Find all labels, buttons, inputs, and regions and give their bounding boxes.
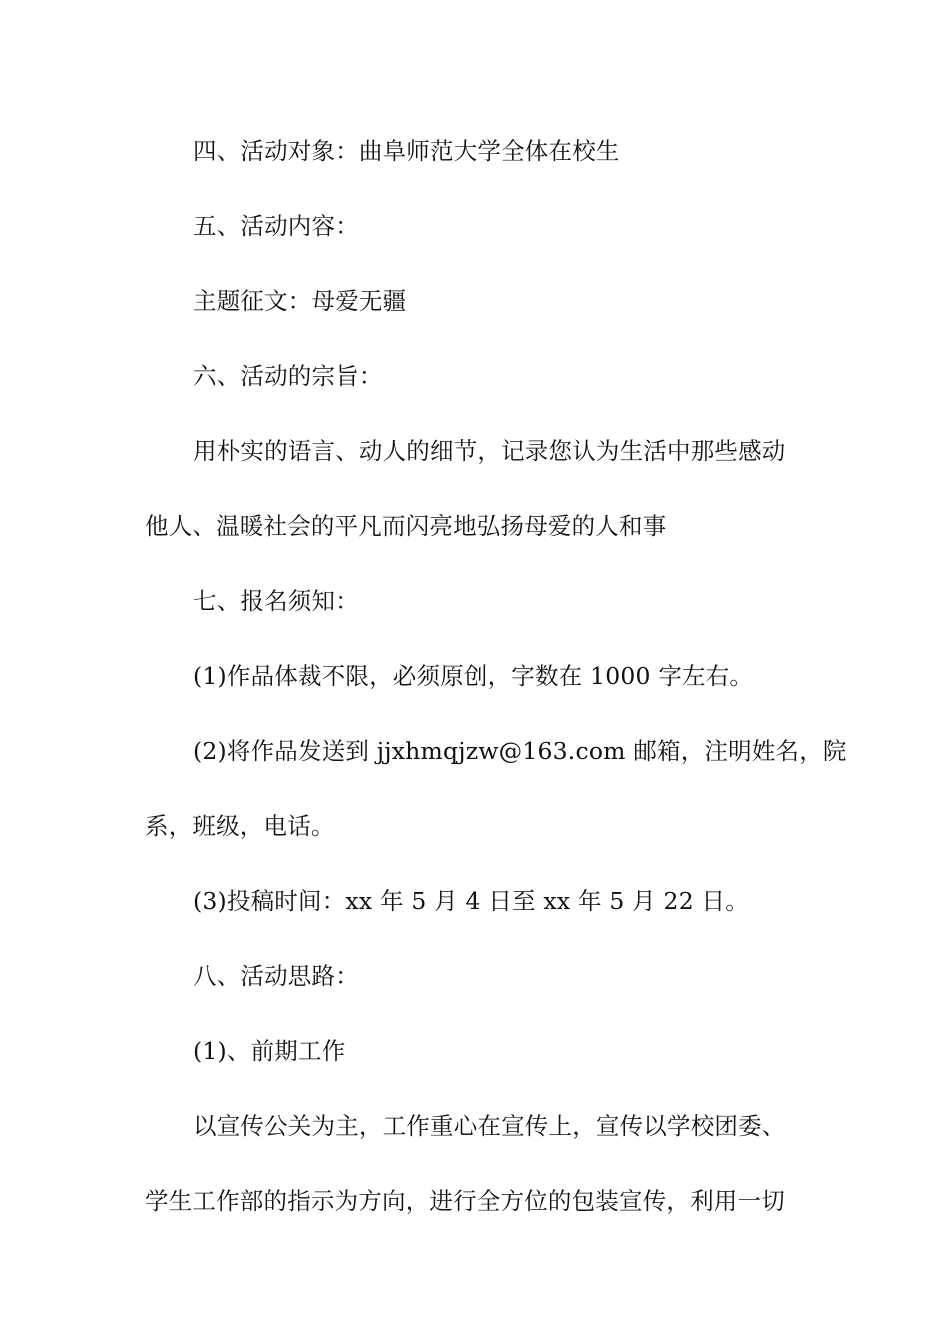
phase-1-paragraph-line-2: 学生工作部的指示为方向，进行全方位的包装宣传，利用一切: [145, 1187, 785, 1215]
phase-1-paragraph-line-1: 以宣传公关为主，工作重心在宣传上，宣传以学校团委、: [193, 1112, 786, 1140]
section-8-heading: 八、活动思路：: [193, 962, 359, 990]
notice-item-2-line-1: (2)将作品发送到 jjxhmqjzw@163.com 邮箱，注明姓名，院: [193, 737, 847, 765]
section-4-target-audience: 四、活动对象：曲阜师范大学全体在校生: [193, 137, 620, 165]
notice-item-2-line-2: 系，班级，电话。: [145, 812, 335, 840]
purpose-paragraph-line-1: 用朴实的语言、动人的细节，记录您认为生活中那些感动: [193, 437, 786, 465]
phase-1-heading: (1)、前期工作: [193, 1037, 346, 1065]
section-6-heading: 六、活动的宗旨：: [193, 362, 383, 390]
essay-theme: 主题征文：母爱无疆: [193, 287, 407, 315]
section-5-heading: 五、活动内容：: [193, 212, 359, 240]
notice-item-1: (1)作品体裁不限，必须原创，字数在 1000 字左右。: [193, 662, 754, 690]
section-7-heading: 七、报名须知：: [193, 587, 359, 615]
notice-item-3: (3)投稿时间：xx 年 5 月 4 日至 xx 年 5 月 22 日。: [193, 887, 749, 915]
purpose-paragraph-line-2: 他人、温暖社会的平凡而闪亮地弘扬母爱的人和事: [145, 512, 667, 540]
